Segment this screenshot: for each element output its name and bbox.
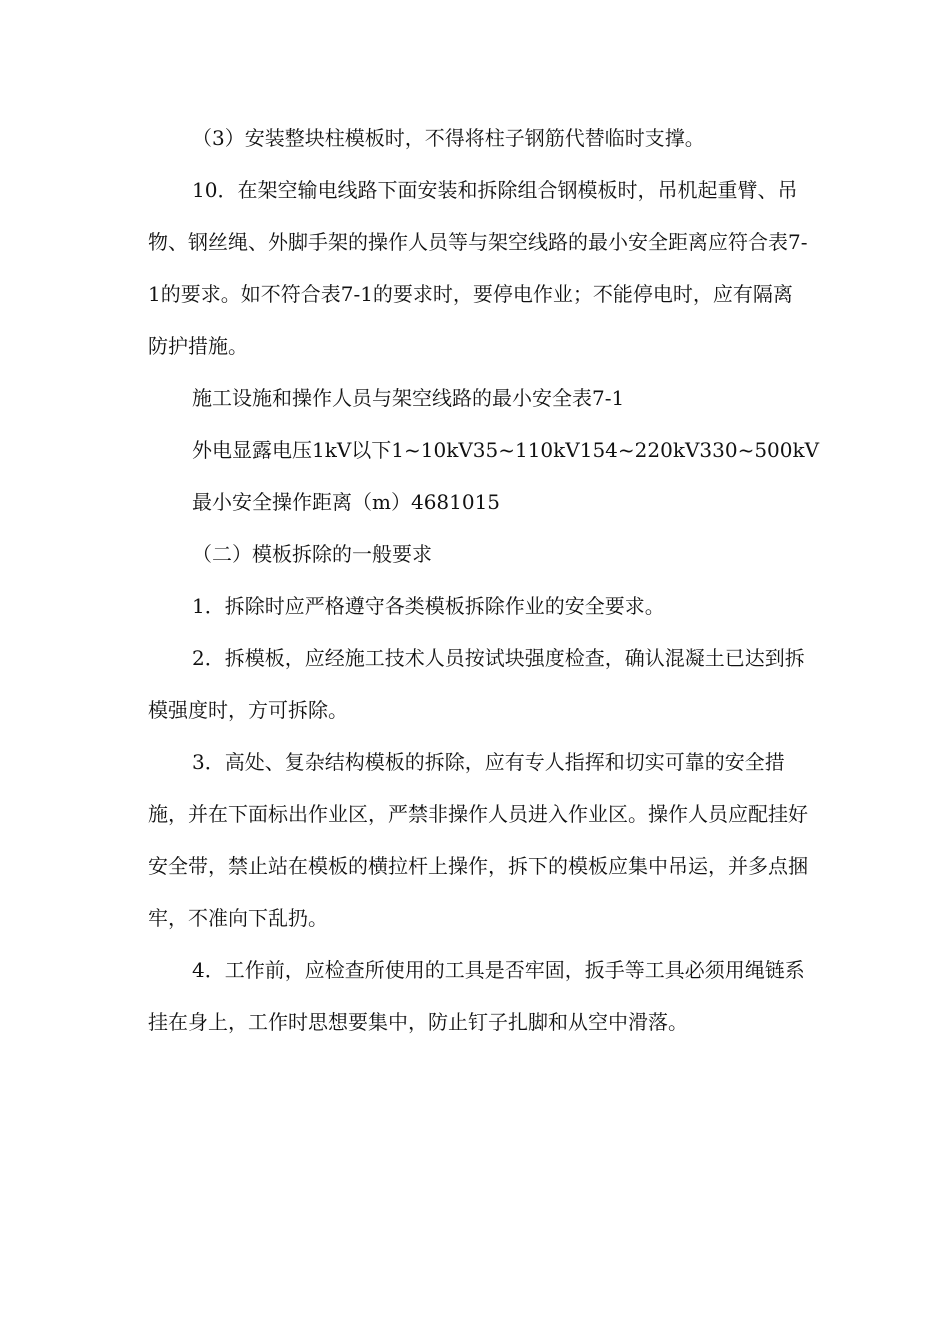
section-heading-removal: （二）模板拆除的一般要求 (192, 542, 432, 566)
table-row-distance: 最小安全操作距离（m）4681015 (192, 490, 501, 514)
paragraph-removal-rule-4: 4．工作前，应检查所使用的工具是否牢固，扳手等工具必须用绳链系挂在身上，工作时思想要集中，防止钉子扎脚和从空中滑落。 (148, 958, 805, 1034)
paragraph-removal-rule-2: 2．拆模板，应经施工技术人员按试块强度检查，确认混凝土已达到拆模强度时，方可拆除。 (148, 646, 805, 722)
paragraph-column-support: （3）安装整块柱模板时，不得将柱子钢筋代替临时支撑。 (192, 126, 705, 150)
paragraph-removal-rule-3: 3．高处、复杂结构模板的拆除，应有专人指挥和切实可靠的安全措施，并在下面标出作业区，严禁非操作人员进入作业区。操作人员应配挂好安全带，禁止站在模板的横拉杆上操作，拆下的模板应集中吊运，并多点捆牢，不准向下乱扔。 (148, 750, 808, 930)
paragraph-removal-rule-1: 1．拆除时应严格遵守各类模板拆除作业的安全要求。 (192, 594, 665, 618)
table-row-voltage: 外电显露电压1kV以下1~10kV35~110kV154~220kV330~500kV (192, 438, 820, 462)
paragraph-overhead-line-distance: 10．在架空输电线路下面安装和拆除组合钢模板时，吊机起重臂、吊物、钢丝绳、外脚手架的操作人员等与架空线路的最小安全距离应符合表7-1的要求。如不符合表7-1的要求时，要停电作业；不能停电时，应有隔离防护措施。 (148, 178, 808, 358)
table-caption: 施工设施和操作人员与架空线路的最小安全表7-1 (192, 386, 625, 410)
